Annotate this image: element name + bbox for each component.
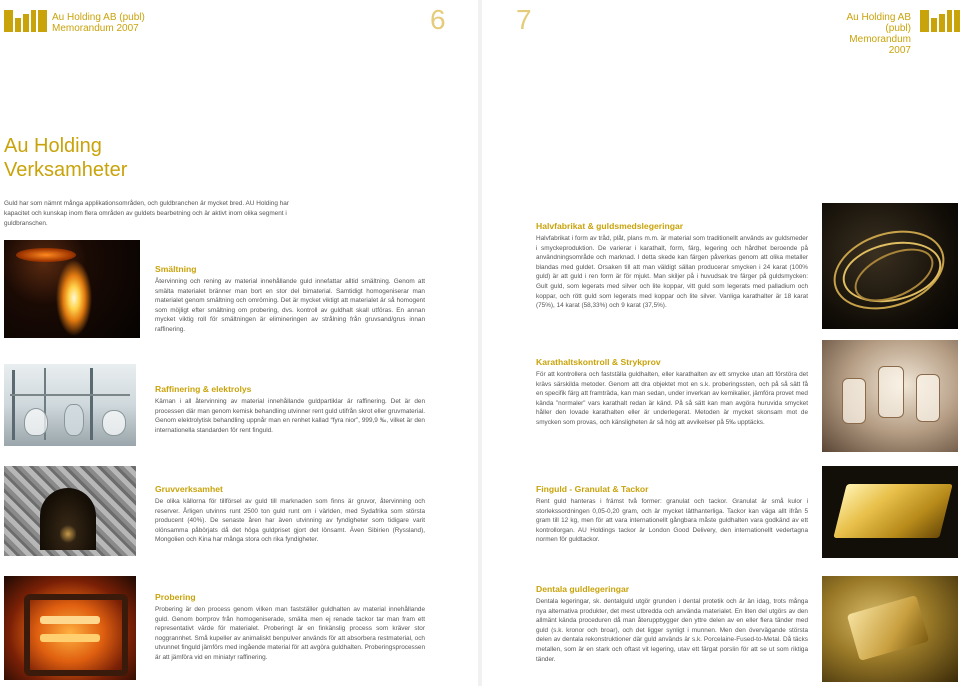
section-text: Dentala legeringar, sk. dentalguld utgör grunden i dental protetik och är än idag, trots många nya alternativa produkter, det mest utbredda och använda materialet. En liten del utgörs av den allmänt kända proceduren då man återuppbygger den yttre delen av en eller flera tänder med guld (s.k. kronor och broar), och det ligger synligt i munnen. Men den övervägande största delen av dentala rekonstruktioner där guld används är s.k. Porcelaine-Fused-to-Metal. Då täcks metallen, som är en stark och oftast vit legering, utav ett färgat porslin för att se ut som riktiga tänder.: [536, 598, 808, 663]
section-title: Halvfabrikat & guldsmedslegeringar: [536, 221, 684, 231]
title-line-2: Verksamheter: [4, 159, 128, 181]
title-line-1: Au Holding: [4, 135, 102, 157]
company-name: Au Holding AB (publ): [846, 12, 911, 34]
au-logo-right: [920, 10, 960, 32]
section-title: Probering: [155, 592, 196, 602]
right-page: [482, 0, 960, 686]
section-text: Återvinning och rening av material innehållande guld innefattar alltid smältning. Genom att smälta materialet bränner man bort en stor del bimaterial. Samtidigt homogeniserar man materialet genom smältning och omrörning. Det är mycket viktigt att materialet är så homogent som möjligt efter smältning om probering, dvs. kontroll av guldhalt skall utföras. En annan mycket viktig roll för smältningen är elimineringen av strålning från gruvsand/grus innan raffinering.: [155, 278, 425, 333]
page-title: [4, 134, 127, 182]
company-header-right: [827, 12, 911, 56]
section-text: Probering är den process genom vilken man fastställer guldhalten av material innehållande guld. Genom borrprov från homogeniserade, smälta men ej renade tackor tar man fram ett representativt värde för materialet. Proberingt är en finkänslig process som kräver stor noggrannhet. Små kupeller av animaliskt benpulver används för att absorbera restmaterial, och utvunnet finguld jämförs med ingående material för att avgöra guldhalten. Proberingsprocessen är att jämföra vid en miniatyr raffinering.: [155, 606, 425, 661]
section-smaltning: [155, 264, 425, 335]
section-raffinering: [155, 384, 425, 435]
section-text: Kärnan i all återvinning av material innehållande guldpartiklar är raffinering. Det är den processen där man genom kemisk behandling utvinner rent guld utifrån skrot eller gruvmaterial. Genom elektrolytisk behandling uppnår man en renhet kallad “fyra nior”, 999,9 ‰, vilket är den internationella standarden för rent finguld.: [155, 398, 425, 434]
left-page: [0, 0, 478, 686]
section-text: För att kontrollera och fastställa guldhalten, eller karathalten av ett smycke utan att förstöra det krävs särskilda metoder. Genom att dra objektet mot en s.k. proberingssten, och på så sätt få en specifik färg att framträda, kan man sedan, under inverkan av kemikalier, jämföra provet med kända ”normaler” vars karathalt redan är känd. På så sätt kan man avgöra huruvida smycket håller den lovade karathalten eller är underlegerat. Metoden är mycket skonsam mot de smycken som provas, och känsligheten är så hög att avvikelser på 5‰ upptäcks.: [536, 371, 808, 426]
gold-wire-photo: [822, 203, 958, 329]
page-number-left: 6: [430, 4, 446, 35]
section-text: Halvfabrikat i form av tråd, plåt, plans m.m. är material som traditionellt används av guldsmeder i smyckeproduktion. De varierar i karathalt, form, färg, legering och hårdhet beroende på användningsområde och marknad. I detta skede kan färgen påverkas genom att olika metaller blandas med guldet. Orsaken till att man väldigt sällan producerar smycken i 24 karat (100% guld) är att guld i ren form är för mjukt. Man skiljer på i huvudsak tre färger på guldsmycken: Gult guld, som legerats med silver och lite koppar, vitt guld som legerats med palladium och koppar, och rött guld som legerats med koppar och lite silver. Vanliga karathalter är 18 karat (75%), 14 karat (58,33%) och 9 karat (37,5%).: [536, 235, 808, 310]
page-number-right: 7: [516, 4, 532, 35]
document-subtitle: Memorandum 2007: [52, 23, 139, 34]
section-title: Gruvverksamhet: [155, 484, 223, 494]
smelting-photo: [4, 240, 140, 338]
section-halvfabrikat: [536, 221, 808, 311]
section-probering: [155, 592, 425, 663]
au-logo-left: [4, 10, 47, 32]
section-dentala: [536, 584, 808, 664]
mine-tunnel-photo: [4, 466, 136, 556]
section-title: Karathaltskontroll & Strykprov: [536, 357, 661, 367]
section-gruv: [155, 484, 425, 545]
section-title: Raffinering & elektrolys: [155, 384, 252, 394]
intro-text: Guld har som nämnt många applikationsområden, och guldbranchen är mycket bred. AU Holding har kapacitet och kunskap inom flera områden av guldets bearbetning och är aktivt inom olika segment i guldbranschen.: [4, 200, 289, 227]
document-subtitle: Memorandum 2007: [849, 34, 911, 56]
section-title: Dentala guldlegeringar: [536, 584, 630, 594]
section-title: Smältning: [155, 264, 197, 274]
laboratory-photo: [4, 364, 136, 446]
company-header-left: [52, 12, 145, 34]
section-karatkontroll: [536, 357, 808, 428]
furnace-photo: [4, 576, 136, 680]
company-name: Au Holding AB (publ): [52, 12, 145, 23]
dental-gold-photo: [822, 576, 958, 682]
gold-bar-photo: [822, 466, 958, 558]
section-text: De olika källorna för tillförsel av guld till marknaden som finns är gruvor, återvinning och reserver. Årligen utvinns runt 2500 ton guld runt om i världen, med Sydafrika som största producent (40%). De senaste åren har även utvinning av fyndigheter som tidigare varit olönsamma påbörjats då det höga guldpriset gjort det lönsamt. Även Sibirien (Ryssland), Mongolien och Kina har många stora och rika fyndigheter.: [155, 498, 425, 544]
test-bottles-photo: [822, 340, 958, 452]
section-finguld: [536, 484, 808, 545]
section-title: Finguld - Granulat & Tackor: [536, 484, 649, 494]
section-text: Rent guld hanteras i främst två former: granulat och tackor. Granulat är små kulor i storlekssordningen 0,05-0,20 gram, och är mycket lätthanterliga. Tackor kan väga allt ifrån 5 gram till 12 kg, men för att vara internationellt gångbara måste guldhalten vara godkänd av ett kontrollorgan. AU Holdings tackor är London Good Delivery, den internationellt vedertagna normen för guldtackor.: [536, 498, 808, 544]
